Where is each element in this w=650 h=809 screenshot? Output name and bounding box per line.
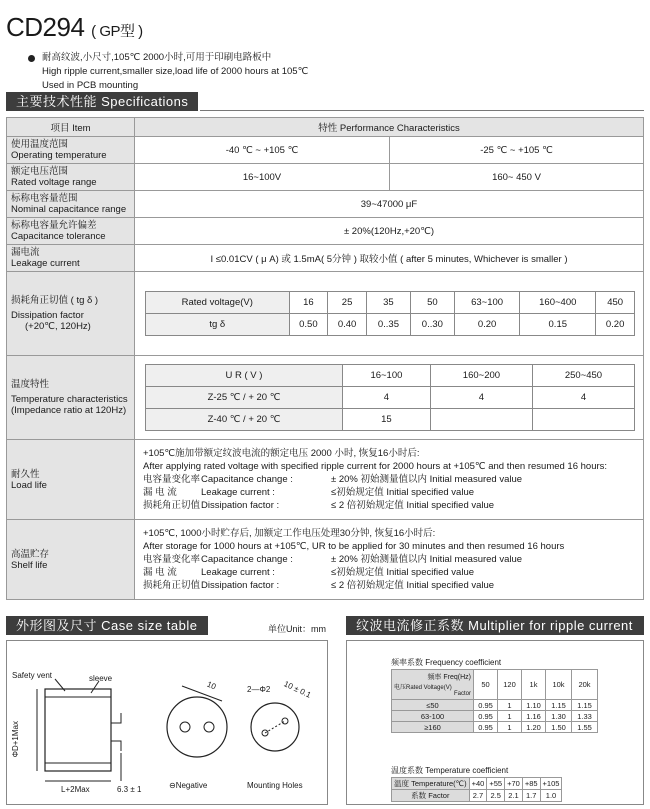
- spec-line-part: ≤初始规定值 Initial specified value: [331, 567, 475, 578]
- freq-cell: 1.10: [522, 700, 546, 711]
- df-cell: 0.20: [454, 314, 519, 336]
- freq-col: 120: [498, 670, 522, 700]
- unit-label: 单位Unit：mm: [268, 624, 326, 634]
- freq-cell: 0.95: [474, 722, 498, 733]
- freq-table: [391, 669, 598, 733]
- freq-cell: 1.55: [572, 722, 598, 733]
- tc-cell: Z-40 ℃ / + 20 ℃: [146, 409, 343, 431]
- dia-label: ΦD+1Max: [11, 721, 20, 758]
- spec-line-part: ± 20% 初始测量值以内 Initial measured value: [331, 474, 523, 485]
- safety-vent-label: Safety vent: [12, 671, 53, 680]
- freq-cell: 1: [498, 700, 522, 711]
- tc-cell: 4: [430, 387, 532, 409]
- temp-cell: 1.0: [540, 790, 562, 802]
- endurance-text: +105℃施加带额定纹波电流的额定电压 2000 小时, 恢复16小时后: After applying rated voltage with specified ripple current for 2000 hours at +105℃ and then resumed 16 hours: 电容量变化率 Capacitance change : ± 20% 初始测量值以内 Initial measured value 漏 电 流 Leakage current : ≤初始规定值 Initial specified value 损耗角正切值 Dissipation factor : ≤ 2 倍初始规定值 Initial specified value: [135, 440, 644, 520]
- freq-cell: 0.95: [474, 700, 498, 711]
- spec-line-part: ≤ 2 倍初始规定值 Initial specified value: [331, 580, 495, 591]
- spec-section-title: 主要技术性能 Specifications: [6, 92, 198, 111]
- temp-cell: 温度 Temperature(℃): [392, 778, 470, 790]
- freq-title: 频率系数 Frequency coefficient: [391, 658, 502, 667]
- tc-cell: 4: [342, 387, 430, 409]
- case-drawing-box: [6, 640, 328, 805]
- spec-line-part: Capacitance change :: [201, 474, 293, 485]
- df-cell: 0.15: [520, 314, 596, 336]
- freq-col: 10k: [546, 670, 572, 700]
- front-circle: [167, 697, 227, 757]
- freq-cell: ≤50: [392, 700, 474, 711]
- tc-label: 温度特性 Temperature characteristics (Impedance ratio at 120Hz): [7, 356, 135, 440]
- features-en2: Used in PCB mounting: [42, 80, 139, 91]
- tc-cell: 160~200: [430, 365, 532, 387]
- sleeve-label: sleeve: [89, 674, 113, 683]
- spec-line-part: 损耗角正切值: [143, 500, 201, 511]
- spec-line-part: ≤初始规定值 Initial specified value: [331, 487, 475, 498]
- temp-cell: 2.1: [505, 790, 523, 802]
- model-number: CD294: [6, 12, 85, 42]
- cap-range-label: 标称电容量范围 Nominal capacitance range: [7, 191, 135, 218]
- freq-cell: 1.15: [572, 700, 598, 711]
- freq-cell: 1: [498, 711, 522, 722]
- temp-cell: 2.7: [469, 790, 487, 802]
- df-cell: 50: [410, 292, 454, 314]
- capacitor-body-outline: [45, 689, 111, 771]
- temp-title: 温度系数 Temperature coefficient: [391, 766, 509, 775]
- spec-line-part: ± 20% 初始测量值以内 Initial measured value: [331, 554, 523, 565]
- length-label: L+2Max: [61, 785, 90, 794]
- terminal-positive: [204, 722, 214, 732]
- op-temp-v1: -40 ℃ ~ +105 ℃: [135, 137, 390, 164]
- df-label: 损耗角正切值 ( tg δ ) Dissipation factor (+20℃, 120Hz): [7, 272, 135, 356]
- shelf-label: 高温贮存 Shelf life: [7, 520, 135, 600]
- spec-line-part: 损耗角正切值: [143, 580, 201, 591]
- negative-label: ⊖Negative: [169, 781, 208, 790]
- spec-line-part: ≤ 2 倍初始规定值 Initial specified value: [331, 500, 495, 511]
- spec-line-part: Leakage current :: [201, 567, 275, 578]
- freq-cell: 1.30: [546, 711, 572, 722]
- terminal-negative: [180, 722, 190, 732]
- tc-table: [145, 364, 635, 431]
- temp-cell: +40: [469, 778, 487, 790]
- cap-tol-label: 标称电容量允许偏差 Capacitance tolerance: [7, 218, 135, 245]
- df-cell: tg δ: [146, 314, 290, 336]
- spec-line: [143, 486, 635, 499]
- rated-v-label: 额定电压范围 Rated voltage range: [7, 164, 135, 191]
- freq-row: [392, 722, 598, 733]
- rated-v-v1: 16~100V: [135, 164, 390, 191]
- spec-table: [6, 117, 644, 600]
- spec-line: [143, 579, 635, 592]
- temp-cell: +105: [540, 778, 562, 790]
- lead-label: 6.3 ± 1: [117, 785, 142, 794]
- tc-cell: [430, 409, 532, 431]
- head-char: 特性 Performance Characteristics: [135, 118, 644, 137]
- mounting-holes-label: Mounting Holes: [247, 781, 303, 790]
- freq-corner: 频率 Freq(Hz) 电压Rated Voltage(V) Factor: [392, 670, 474, 700]
- spec-line: [143, 473, 635, 486]
- ripple-section-title: 纹波电流修正系数 Multiplier for ripple current: [346, 616, 644, 635]
- freq-cell: 1: [498, 722, 522, 733]
- temp-cell: +55: [487, 778, 505, 790]
- freq-cell: 63-100: [392, 711, 474, 722]
- spec-line: [143, 499, 635, 512]
- df-cell: 63~100: [454, 292, 519, 314]
- df-cell: 35: [366, 292, 410, 314]
- holes-label: 2—Φ2: [247, 685, 271, 694]
- df-cell: Rated voltage(V): [146, 292, 290, 314]
- spec-line-part: Dissipation factor :: [201, 580, 280, 591]
- leak-value: I ≤0.01CV ( μ A) 或 1.5mA( 5分钟 ) 取较小值 ( after 5 minutes, Whichever is smaller ): [135, 245, 644, 272]
- divider: [200, 110, 644, 111]
- series-name: ( GP型 ): [91, 23, 143, 40]
- df-cell: 160~400: [520, 292, 596, 314]
- freq-cell: 1.20: [522, 722, 546, 733]
- temp-cell: 2.5: [487, 790, 505, 802]
- shelf-text: +105℃, 1000小时贮存后, 加额定工作电压处理30分钟, 恢复16小时后: After storage for 1000 hours at +105℃, UR to be applied for 30 minutes and then resumed 16 hours 电容量变化率 Capacitance change : ± 20% 初始测量值以内 Initial measured value 漏 电 流 Leakage current : ≤初始规定值 Initial specified value 损耗角正切值 Dissipation factor : ≤ 2 倍初始规定值 Initial specified value: [135, 520, 644, 600]
- pitch-label: 10 ± 0.1: [282, 679, 313, 700]
- leak-label: 漏电流 Leakage current: [7, 245, 135, 272]
- head-item: 项目 Item: [7, 118, 135, 137]
- spec-line-part: 漏 电 流: [143, 567, 177, 578]
- spec-line-part: 电容量变化率: [143, 554, 201, 565]
- ten-label: 10: [205, 679, 218, 692]
- freq-col: 50: [474, 670, 498, 700]
- df-cell: 16: [289, 292, 328, 314]
- tc-cell: [532, 409, 634, 431]
- df-cell: 0.20: [596, 314, 635, 336]
- case-section-title: 外形图及尺寸 Case size table: [6, 616, 208, 635]
- temp-cell: 系数 Factor: [392, 790, 470, 802]
- cap-range-value: 39~47000 μF: [135, 191, 644, 218]
- tc-cell: Z-25 ℃ / + 20 ℃: [146, 387, 343, 409]
- spec-line: [143, 553, 635, 566]
- freq-row: [392, 711, 598, 722]
- df-cell: 0..30: [410, 314, 454, 336]
- features-en1: High ripple current,smaller size,load life of 2000 hours at 105℃: [42, 66, 309, 77]
- bullet-icon: [28, 55, 35, 62]
- spec-line: [143, 566, 635, 579]
- temp-cell: +85: [522, 778, 540, 790]
- freq-cell: 1.15: [546, 700, 572, 711]
- df-cell: 450: [596, 292, 635, 314]
- case-drawing: [7, 641, 327, 804]
- spec-line-part: Leakage current :: [201, 487, 275, 498]
- spec-line-part: Dissipation factor :: [201, 500, 280, 511]
- rated-v-v2: 160~ 450 V: [390, 164, 644, 191]
- endurance-label: 耐久性 Load life: [7, 440, 135, 520]
- ripple-box: [346, 640, 644, 805]
- freq-row: [392, 700, 598, 711]
- spec-line-part: 电容量变化率: [143, 474, 201, 485]
- freq-col: 20k: [572, 670, 598, 700]
- df-cell: 0..35: [366, 314, 410, 336]
- op-temp-v2: -25 ℃ ~ +105 ℃: [390, 137, 644, 164]
- freq-cell: 1.33: [572, 711, 598, 722]
- cap-tol-value: ± 20%(120Hz,+20℃): [135, 218, 644, 245]
- df-cell: 0.50: [289, 314, 328, 336]
- tc-cell: 250~450: [532, 365, 634, 387]
- tc-cell: U R ( V ): [146, 365, 343, 387]
- temp-cell: 1.7: [522, 790, 540, 802]
- df-cell: 25: [328, 292, 367, 314]
- op-temp-label: 使用温度范围 Operating temperature: [7, 137, 135, 164]
- freq-col: 1k: [522, 670, 546, 700]
- features-cn: 耐高纹波,小尺寸,105℃ 2000小时,可用于印刷电路板中: [42, 52, 272, 63]
- freq-cell: 1.16: [522, 711, 546, 722]
- mounting-circle: [251, 703, 299, 751]
- df-table: [145, 291, 635, 336]
- tc-cell: 16~100: [342, 365, 430, 387]
- df-cell: 0.40: [328, 314, 367, 336]
- tc-cell: 4: [532, 387, 634, 409]
- spec-line-part: Capacitance change :: [201, 554, 293, 565]
- freq-cell: 1.50: [546, 722, 572, 733]
- temp-cell: +70: [505, 778, 523, 790]
- spec-line-part: 漏 电 流: [143, 487, 177, 498]
- lead-pins: [111, 713, 121, 751]
- freq-cell: ≥160: [392, 722, 474, 733]
- product-title: [6, 12, 143, 43]
- temp-table: [391, 777, 562, 802]
- freq-cell: 0.95: [474, 711, 498, 722]
- tc-cell: 15: [342, 409, 430, 431]
